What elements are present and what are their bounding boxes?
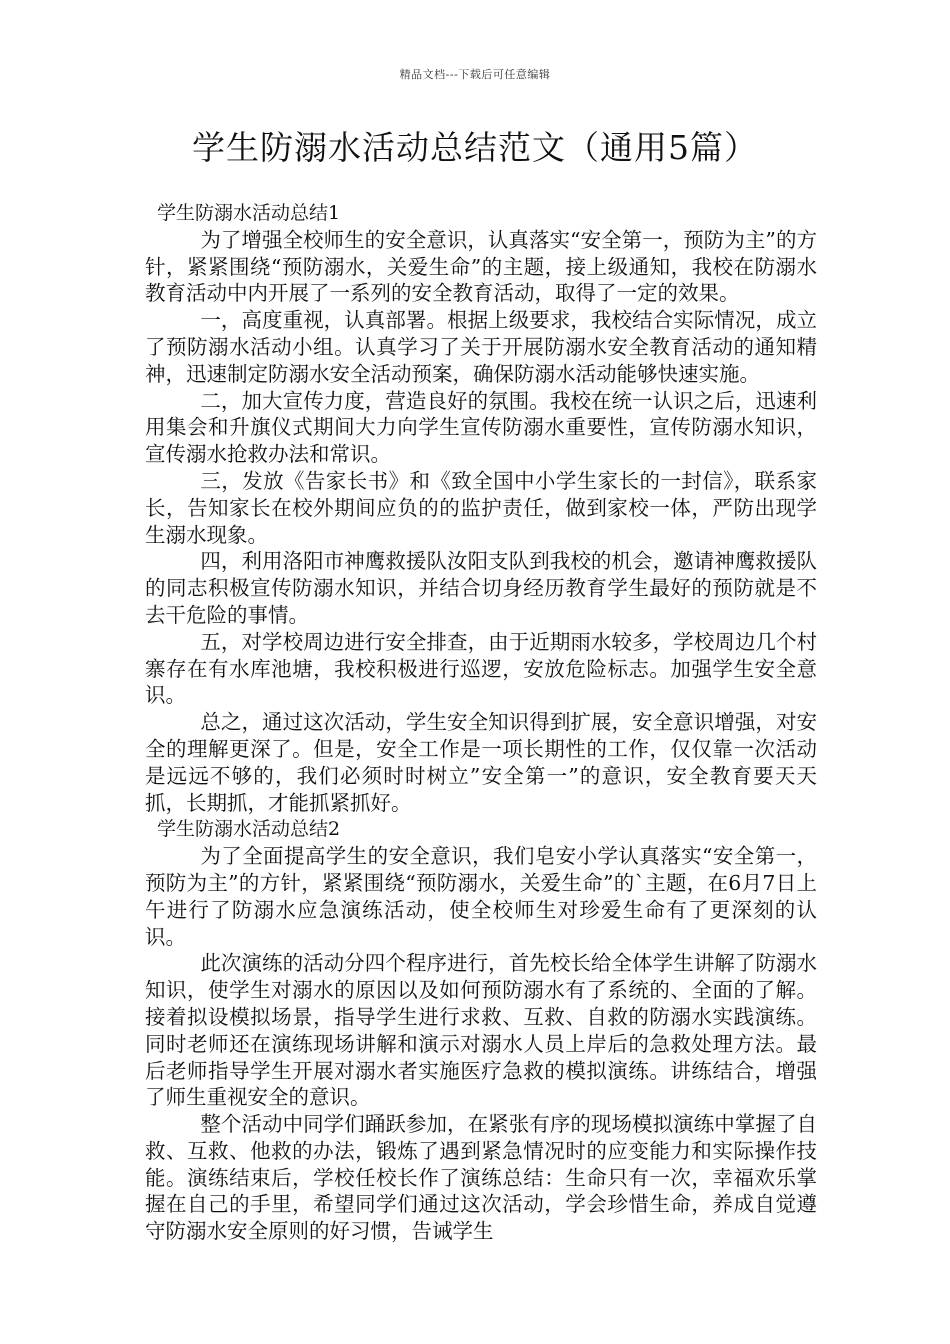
paragraph: 整个活动中同学们踊跃参加，在紧张有序的现场模拟演练中掌握了自救、互救、他救的办法，锻炼了遇到紧急情况时的应变能力和实际操作技能。演练结束后，学校任校长作了演练总结：生命只有一次，幸福欢乐掌握在自己的手里，希望同学们通过这次活动，学会珍惜生命，养成自觉遵守防溺水安全原则的好习惯，告诫学生: [145, 1112, 817, 1244]
paragraph: 为了增强全校师生的安全意识，认真落实“安全第一，预防为主”的方针，紧紧围绕“预防溺水，关爱生命”的主题，接上级通知，我校在防溺水教育活动中内开展了一系列的安全教育活动，取得了一定的效果。: [145, 227, 817, 306]
header-note: 精品文档---下载后可任意编辑: [399, 68, 551, 81]
paragraph: 总之，通过这次活动，学生安全知识得到扩展，安全意识增强，对安全的理解更深了。但是，安全工作是一项长期性的工作，仅仅靠一次活动是远远不够的，我们必须时时树立”安全第一”的意识，安全教育要天天抓，长期抓，才能抓紧抓好。: [145, 710, 817, 815]
paragraph: 为了全面提高学生的安全意识，我们皂安小学认真落实“安全第一，预防为主”的方针，紧紧围绕“预防溺水，关爱生命”的`主题，在6月7日上午进行了防溺水应急演练活动，使全校师生对珍爱生命有了更深刻的认识。: [145, 844, 817, 949]
paragraph: 二，加大宣传力度，营造良好的氛围。我校在统一认识之后，迅速利用集会和升旗仪式期间大力向学生宣传防溺水重要性，宣传防溺水知识，宣传溺水抢救办法和常识。: [145, 388, 817, 467]
paragraph: 四，利用洛阳市神鹰救援队汝阳支队到我校的机会，邀请神鹰救援队的同志积极宣传防溺水知识，并结合切身经历教育学生最好的预防就是不去干危险的事情。: [145, 549, 817, 627]
document-title: 学生防溺水活动总结范文（通用5篇）: [192, 128, 758, 167]
paragraph: 三，发放《告家长书》和《致全国中小学生家长的一封信》，联系家长，告知家长在校外期间应负的的监护责任，做到家校一体，严防出现学生溺水现象。: [145, 468, 817, 547]
document-body: [145, 200, 817, 1245]
paragraph: 此次演练的活动分四个程序进行，首先校长给全体学生讲解了防溺水知识，使学生对溺水的原因以及如何预防溺水有了系统的、全面的了解。接着拟设模拟场景，指导学生进行求救、互救、自救的防溺水实践演练。同时老师还在演练现场讲解和演示对溺水人员上岸后的急救处理方法。最后老师指导学生开展对溺水者实施医疗急救的模拟演练。讲练结合，增强了师生重视安全的意识。: [145, 951, 817, 1110]
paragraph: 一，高度重视，认真部署。根据上级要求，我校结合实际情况，成立了预防溺水活动小组。认真学习了关于开展防溺水安全教育活动的通知精神，迅速制定防溺水安全活动预案，确保防溺水活动能够快速实施。: [145, 308, 817, 386]
section-heading: 学生防溺水活动总结1: [157, 202, 341, 224]
paragraph: 五，对学校周边进行安全排查，由于近期雨水较多，学校周边几个村寨存在有水库池塘，我校积极进行巡逻，安放危险标志。加强学生安全意识。: [145, 629, 817, 708]
section-heading: 学生防溺水活动总结2: [157, 818, 341, 841]
